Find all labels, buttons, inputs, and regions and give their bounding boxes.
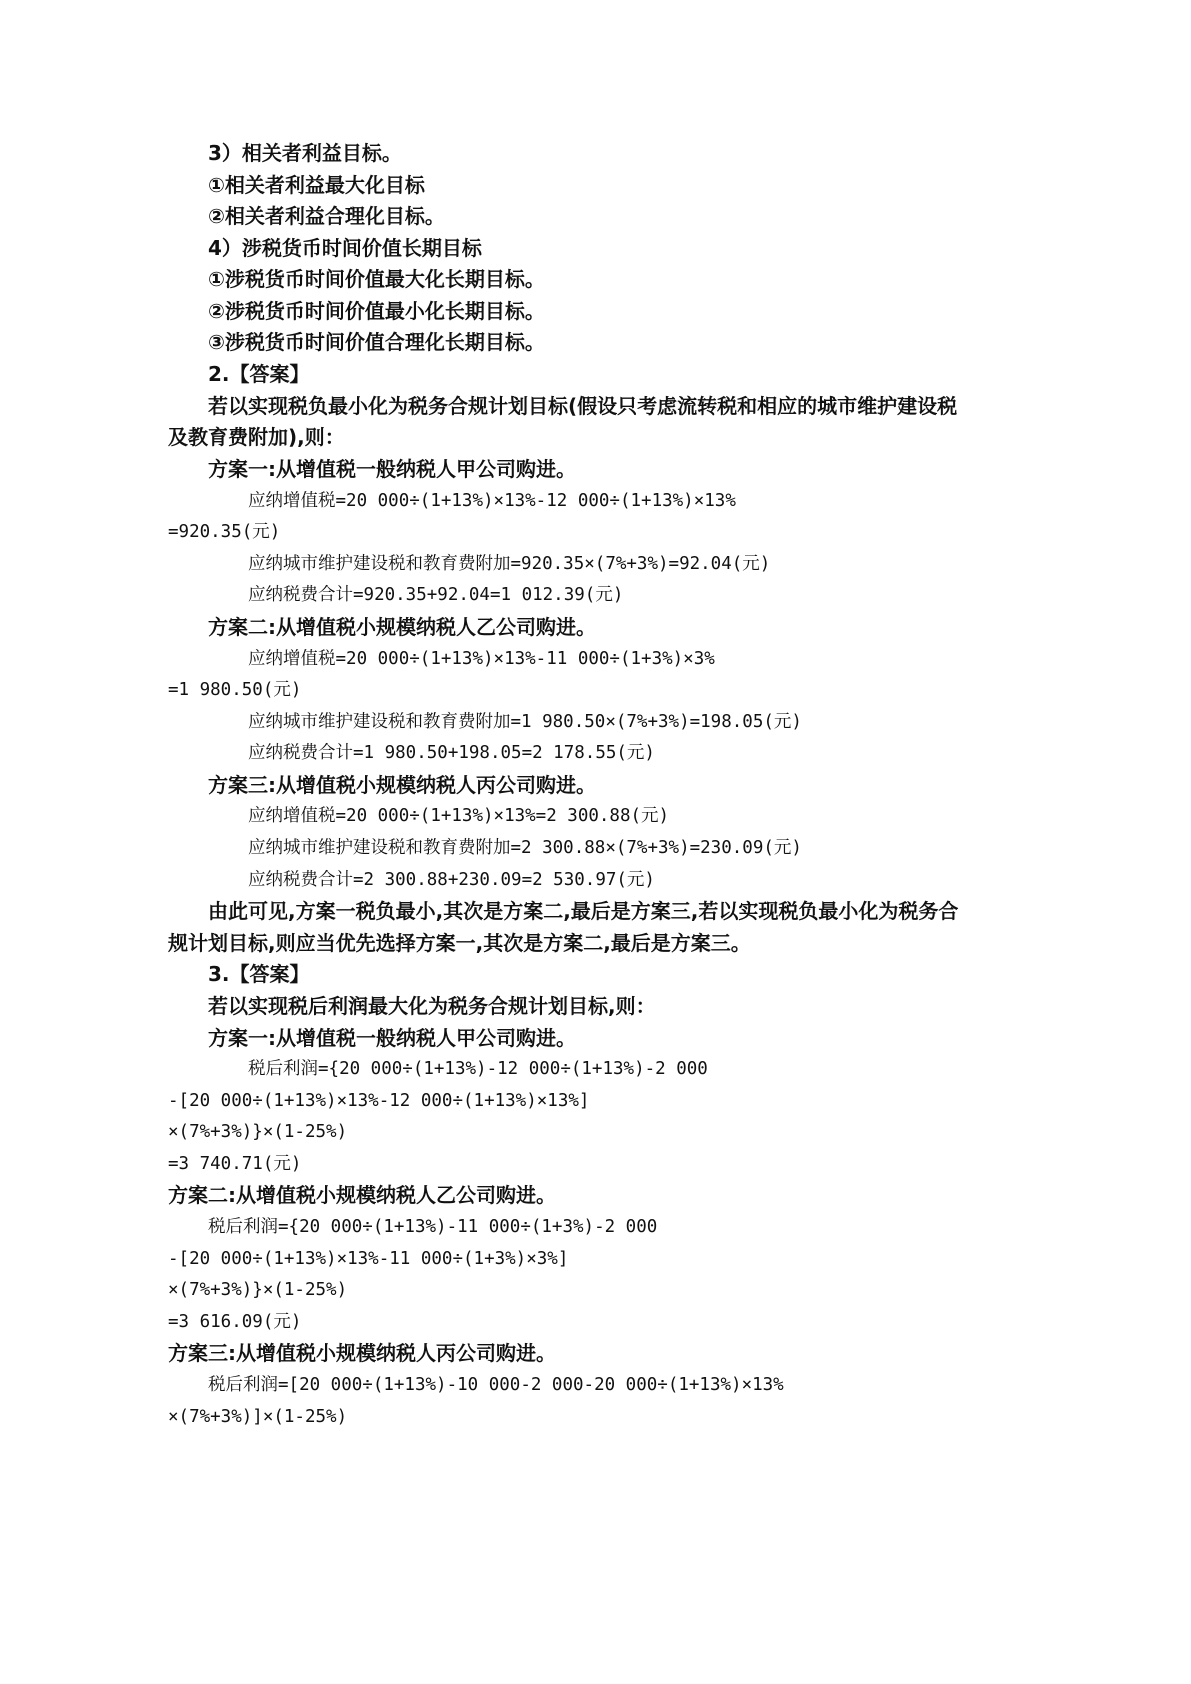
option-heading: 方案三:从增值税小规模纳税人丙公司购进。 xyxy=(208,773,596,797)
section-heading: 4）涉税货币时间价值长期目标 xyxy=(208,236,482,260)
formula-line: 应纳税费合计=1 980.50+198.05=2 178.55(元) xyxy=(248,743,655,763)
formula-line: 应纳城市维护建设税和教育费附加=1 980.50×(7%+3%)=198.05(元) xyxy=(248,712,802,732)
formula-line: -[20 000÷(1+13%)×13%-11 000÷(1+3%)×3%] xyxy=(168,1249,569,1269)
list-item: ②相关者利益合理化目标。 xyxy=(208,204,445,228)
option-heading: 方案三:从增值税小规模纳税人丙公司购进。 xyxy=(168,1341,556,1365)
answer-heading: 3.【答案】 xyxy=(208,962,310,986)
option-heading: 方案二:从增值税小规模纳税人乙公司购进。 xyxy=(168,1183,556,1207)
list-item: ②涉税货币时间价值最小化长期目标。 xyxy=(208,299,545,323)
formula-line: -[20 000÷(1+13%)×13%-12 000÷(1+13%)×13%] xyxy=(168,1091,590,1111)
paragraph-line: 若以实现税后利润最大化为税务合规计划目标,则： xyxy=(208,994,656,1018)
formula-line: 税后利润={20 000÷(1+13%)-11 000÷(1+3%)-2 000 xyxy=(208,1217,658,1237)
list-item: ①涉税货币时间价值最大化长期目标。 xyxy=(208,267,545,291)
answer-heading: 2.【答案】 xyxy=(208,362,310,386)
paragraph-line: 及教育费附加),则： xyxy=(168,425,345,449)
paragraph-line: 若以实现税负最小化为税务合规计划目标(假设只考虑流转税和相应的城市维护建设税 xyxy=(208,394,958,418)
paragraph-line: 由此可见,方案一税负最小,其次是方案二,最后是方案三,若以实现税负最小化为税务合 xyxy=(208,899,959,923)
section-heading: 3）相关者利益目标。 xyxy=(208,141,402,165)
formula-line: ×(7%+3%)]×(1-25%) xyxy=(168,1407,348,1427)
formula-line: ×(7%+3%)}×(1-25%) xyxy=(168,1280,348,1300)
formula-line: 税后利润=[20 000÷(1+13%)-10 000-2 000-20 000÷(1+13%)×13% xyxy=(208,1375,784,1395)
paragraph-line: 规计划目标,则应当优先选择方案一,其次是方案二,最后是方案三。 xyxy=(168,931,751,955)
formula-line: 税后利润={20 000÷(1+13%)-12 000÷(1+13%)-2 000 xyxy=(248,1059,708,1079)
formula-line: 应纳增值税=20 000÷(1+13%)×13%-11 000÷(1+3%)×3% xyxy=(248,649,715,669)
formula-line: ×(7%+3%)}×(1-25%) xyxy=(168,1122,348,1142)
option-heading: 方案一:从增值税一般纳税人甲公司购进。 xyxy=(208,457,576,481)
list-item: ①相关者利益最大化目标 xyxy=(208,173,425,197)
formula-line: =3 616.09(元) xyxy=(168,1312,302,1332)
formula-line: =1 980.50(元) xyxy=(168,680,302,700)
formula-line: 应纳税费合计=2 300.88+230.09=2 530.97(元) xyxy=(248,870,655,890)
formula-line: 应纳增值税=20 000÷(1+13%)×13%=2 300.88(元) xyxy=(248,806,670,826)
option-heading: 方案一:从增值税一般纳税人甲公司购进。 xyxy=(208,1026,576,1050)
formula-line: 应纳税费合计=920.35+92.04=1 012.39(元) xyxy=(248,585,624,605)
option-heading: 方案二:从增值税小规模纳税人乙公司购进。 xyxy=(208,615,596,639)
formula-line: 应纳城市维护建设税和教育费附加=2 300.88×(7%+3%)=230.09(元) xyxy=(248,838,802,858)
formula-line: 应纳城市维护建设税和教育费附加=920.35×(7%+3%)=92.04(元) xyxy=(248,554,771,574)
formula-line: 应纳增值税=20 000÷(1+13%)×13%-12 000÷(1+13%)×13% xyxy=(248,491,736,511)
list-item: ③涉税货币时间价值合理化长期目标。 xyxy=(208,330,545,354)
formula-line: =920.35(元) xyxy=(168,522,281,542)
formula-line: =3 740.71(元) xyxy=(168,1154,302,1174)
